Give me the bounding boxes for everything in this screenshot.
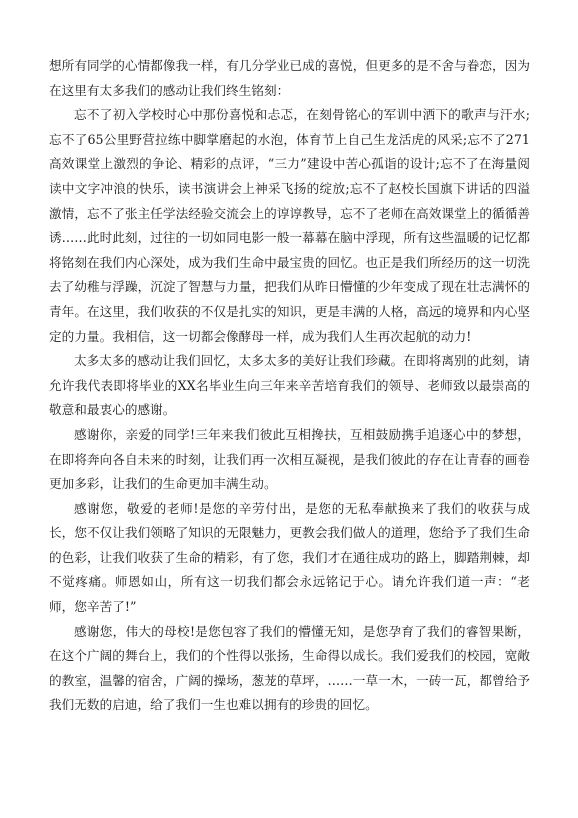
- paragraph-thanks-school: 感谢您，伟大的母校!是您包容了我们的懵懂无知，是您孕育了我们的睿智果断，在这个广阔的舞台上，我们的个性得以张扬，生命得以成长。我们爱我们的校园，宽敞的教室，温馨的宿舍，广阔的操场，葱茏的草坪，……一草一木，一砖一瓦，都曾给予我们无数的启迪，给了我们一生也难以拥有的珍贵的回忆。: [49, 623, 530, 713]
- paragraph-thanks-teachers: 感谢您，敬爱的老师!是您的辛劳付出，是您的无私奉献换来了我们的收获与成长，您不仅让我们领略了知识的无限魅力，更教会我们做人的道理，您给予了我们生命的色彩，让我们收获了生命的精彩，有了您，我们才在通往成功的路上，脚踏荆棘，却不觉疼痛。师恩如山，所有这一切我们都会永远铭记于心。请允许我们道一声：“老师，您辛苦了!”: [49, 500, 530, 615]
- paragraph-gratitude: 太多太多的感动让我们回忆，太多太多的美好让我们珍藏。在即将离别的此刻，请允许我代表即将毕业的XX名毕业生向三年来辛苦培育我们的领导、老师致以最崇高的敬意和最衷心的感谢。: [49, 353, 530, 418]
- paragraph-intro: 想所有同学的心情都像我一样，有几分学业已成的喜悦，但更多的是不舍与眷恋，因为在这里有太多我们的感动让我们终生铭刻：: [49, 58, 530, 98]
- paragraph-memories: 忘不了初入学校时心中那份喜悦和忐忑，在刻骨铭心的军训中洒下的歌声与汗水;忘不了65公里野营拉练中脚掌磨起的水泡，体育节上自己生龙活虎的风采;忘不了271高效课堂上激烈的争论、精彩的点评，“三力”建设中苦心孤诣的设计;忘不了在海量阅读中文字冲浪的快乐，读书演讲会上神采飞扬的绽放;忘不了赵校长国旗下讲话的四溢激情，忘不了张主任学法经验交流会上的谆谆教导，忘不了老师在高效课堂上的循循善诱……此时此刻，过往的一切如同电影一般一幕幕在脑中浮现，所有这些温暖的记忆都将铭刻在我们内心深处，成为我们生命中最宝贵的回忆。也正是我们所经历的这一切洗去了幼稚与浮躁，沉淀了智慧与力量，把我们从昨日懵懂的少年变成了现在壮志满怀的青年。在这里，我们收获的不仅是扎实的知识，更是丰满的人格，高远的境界和内心坚定的力量。我相信，这一切都会像酵母一样，成为我们人生再次起航的动力!: [49, 107, 530, 344]
- paragraph-thanks-classmates: 感谢你，亲爱的同学!三年来我们彼此互相搀扶，互相鼓励携手追逐心中的梦想，在即将奔向各自未来的时刻，让我们再一次相互凝视，是我们彼此的存在让青春的画卷更加多彩，让我们的生命更加丰满生动。: [49, 426, 530, 492]
